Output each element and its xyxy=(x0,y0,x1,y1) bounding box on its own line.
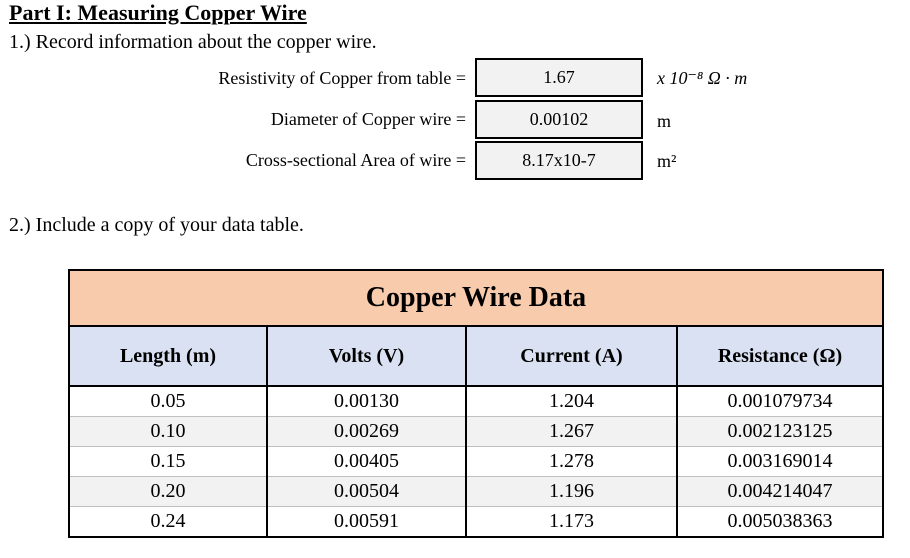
cell-volts[interactable]: 0.00504 xyxy=(267,477,466,507)
cell-resistance[interactable]: 0.003169014 xyxy=(677,447,883,477)
cell-length[interactable]: 0.10 xyxy=(69,417,267,447)
header-resistance: Resistance (Ω) xyxy=(677,326,883,386)
cell-current[interactable]: 1.267 xyxy=(466,417,677,447)
table-caption: Copper Wire Data xyxy=(69,270,883,326)
resistivity-value[interactable]: 1.67 xyxy=(475,58,643,97)
cell-volts[interactable]: 0.00130 xyxy=(267,386,466,417)
cell-volts[interactable]: 0.00269 xyxy=(267,417,466,447)
area-label: Cross-sectional Area of wire = xyxy=(245,150,466,170)
copper-wire-data-table xyxy=(68,269,884,538)
area-value[interactable]: 8.17x10-7 xyxy=(475,141,643,180)
diameter-value[interactable]: 0.00102 xyxy=(475,100,643,139)
cell-current[interactable]: 1.204 xyxy=(466,386,677,417)
cell-length[interactable]: 0.24 xyxy=(69,507,267,538)
resistivity-unit: x 10⁻⁸ Ω · m xyxy=(657,68,748,88)
diameter-unit: m xyxy=(657,111,672,131)
cell-resistance[interactable]: 0.004214047 xyxy=(677,477,883,507)
question-2: 2.) Include a copy of your data table. xyxy=(9,214,304,236)
table-row xyxy=(69,507,883,538)
cell-resistance[interactable]: 0.005038363 xyxy=(677,507,883,538)
diameter-label: Diameter of Copper wire = xyxy=(270,109,466,129)
header-current: Current (A) xyxy=(466,326,677,386)
cell-current[interactable]: 1.196 xyxy=(466,477,677,507)
resistivity-label: Resistivity of Copper from table = xyxy=(218,68,466,88)
table-row xyxy=(69,447,883,477)
cell-volts[interactable]: 0.00405 xyxy=(267,447,466,477)
cell-resistance[interactable]: 0.002123125 xyxy=(677,417,883,447)
question-1: 1.) Record information about the copper wire. xyxy=(9,31,377,53)
cell-current[interactable]: 1.173 xyxy=(466,507,677,538)
header-volts: Volts (V) xyxy=(267,326,466,386)
cell-current[interactable]: 1.278 xyxy=(466,447,677,477)
cell-length[interactable]: 0.15 xyxy=(69,447,267,477)
table-row xyxy=(69,477,883,507)
cell-resistance[interactable]: 0.001079734 xyxy=(677,386,883,417)
cell-length[interactable]: 0.20 xyxy=(69,477,267,507)
header-length: Length (m) xyxy=(69,326,267,386)
table-row xyxy=(69,386,883,417)
table-row xyxy=(69,417,883,447)
cell-volts[interactable]: 0.00591 xyxy=(267,507,466,538)
area-unit: m² xyxy=(657,151,677,171)
part-title: Part I: Measuring Copper Wire xyxy=(9,0,307,25)
cell-length[interactable]: 0.05 xyxy=(69,386,267,417)
